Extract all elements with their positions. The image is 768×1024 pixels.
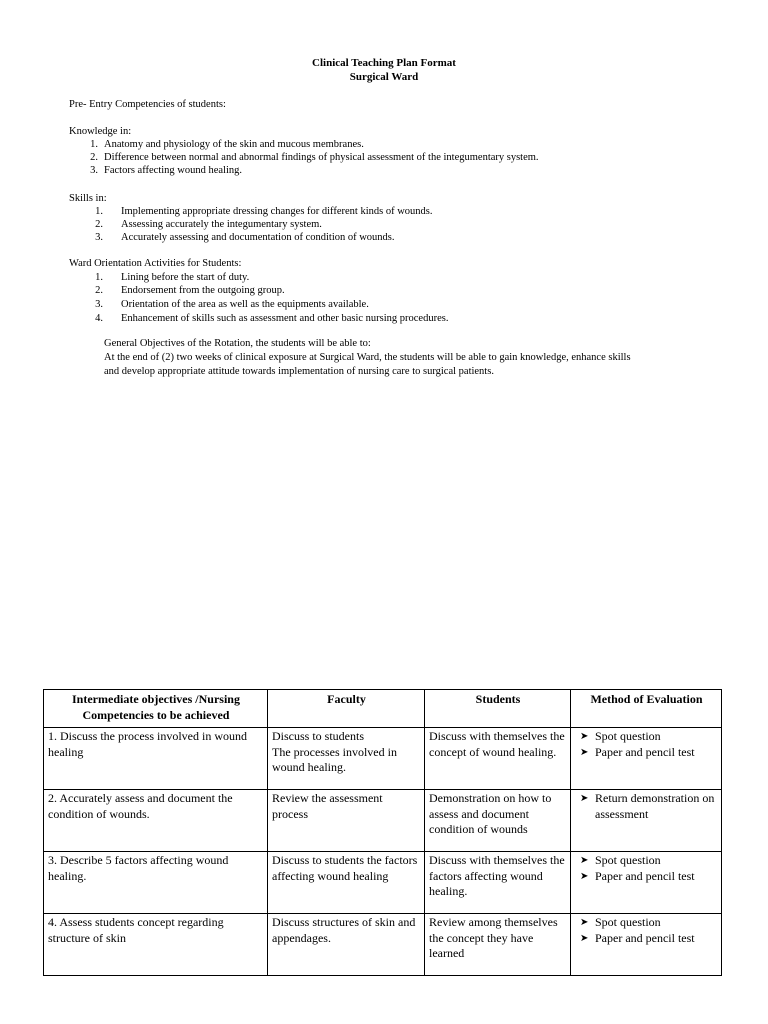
skills-item: Assessing accurately the integumentary system. bbox=[121, 219, 322, 230]
orientation-item: Enhancement of skills such as assessment and other basic nursing procedures. bbox=[121, 313, 449, 324]
objective-cell: 2. Accurately assess and document the condition of wounds. bbox=[44, 790, 268, 852]
faculty-cell bbox=[268, 728, 425, 790]
objective-cell: 1. Discuss the process involved in wound healing bbox=[44, 728, 268, 790]
arrow-bullet-icon: ➤ bbox=[580, 731, 589, 742]
objective-cell: 4. Assess students concept regarding structure of skin bbox=[44, 914, 268, 976]
knowledge-item: Factors affecting wound healing. bbox=[104, 165, 243, 176]
skills-heading: Skills in: bbox=[69, 193, 107, 204]
evaluation-item: ➤ Paper and pencil test bbox=[580, 868, 695, 883]
evaluation-cell bbox=[571, 914, 722, 976]
faculty-cell: Discuss structures of skin and appendages. bbox=[268, 914, 425, 976]
evaluation-item: ➤ Spot question bbox=[580, 853, 661, 867]
students-cell: Demonstration on how to assess and document condition of wounds bbox=[425, 790, 571, 852]
list-number: 3. bbox=[90, 165, 98, 176]
list-number: 2. bbox=[95, 285, 103, 296]
list-number: 2. bbox=[95, 219, 103, 230]
knowledge-item: Anatomy and physiology of the skin and mucous membranes. bbox=[104, 139, 364, 150]
skills-item: Accurately assessing and documentation of condition of wounds. bbox=[121, 232, 395, 243]
table-row bbox=[44, 914, 722, 976]
evaluation-item: ➤ Return demonstration on assessment bbox=[580, 791, 715, 821]
document-title: Clinical Teaching Plan Format bbox=[312, 57, 456, 69]
general-objectives-heading: General Objectives of the Rotation, the students will be able to: bbox=[104, 338, 371, 349]
table-header-row bbox=[44, 690, 722, 728]
evaluation-item: ➤ Paper and pencil test bbox=[580, 744, 695, 759]
orientation-item: Orientation of the area as well as the equipments available. bbox=[121, 299, 369, 310]
evaluation-cell bbox=[571, 852, 722, 914]
column-header-students: Students bbox=[425, 690, 571, 728]
general-objectives-text: At the end of (2) two weeks of clinical exposure at Surgical Ward, the students will be able to gain knowledge, enhance skills bbox=[104, 352, 631, 363]
document-subtitle: Surgical Ward bbox=[349, 71, 419, 83]
knowledge-item: Difference between normal and abnormal findings of physical assessment of the integumentary system. bbox=[104, 152, 539, 163]
evaluation-cell bbox=[571, 790, 722, 852]
orientation-heading: Ward Orientation Activities for Students: bbox=[69, 258, 242, 269]
column-header-faculty: Faculty bbox=[268, 690, 425, 728]
list-number: 3. bbox=[95, 232, 103, 243]
arrow-bullet-icon: ➤ bbox=[580, 870, 589, 882]
evaluation-item: ➤ Paper and pencil test bbox=[580, 930, 695, 945]
list-number: 3. bbox=[95, 299, 103, 310]
table-row bbox=[44, 852, 722, 914]
skills-item: Implementing appropriate dressing changes for different kinds of wounds. bbox=[121, 206, 433, 217]
list-number: 4. bbox=[95, 313, 103, 324]
pre-entry-heading: Pre- Entry Competencies of students: bbox=[69, 99, 226, 110]
list-number: 1. bbox=[90, 139, 98, 150]
column-header-evaluation: Method of Evaluation bbox=[571, 690, 722, 728]
faculty-text: The processes involved in wound healing. bbox=[272, 744, 397, 774]
students-cell: Discuss with themselves the concept of wound healing. bbox=[425, 728, 571, 790]
arrow-bullet-icon: ➤ bbox=[580, 746, 589, 758]
table-row bbox=[44, 728, 722, 790]
orientation-item: Lining before the start of duty. bbox=[121, 272, 250, 283]
orientation-item: Endorsement from the outgoing group. bbox=[121, 285, 285, 296]
general-objectives-text: and develop appropriate attitude towards implementation of nursing care to surgical patients. bbox=[104, 366, 494, 377]
objective-cell: 3. Describe 5 factors affecting wound healing. bbox=[44, 852, 268, 914]
arrow-bullet-icon: ➤ bbox=[580, 855, 589, 866]
knowledge-heading: Knowledge in: bbox=[69, 126, 132, 137]
arrow-bullet-icon: ➤ bbox=[580, 793, 589, 804]
evaluation-item: ➤ Spot question bbox=[580, 915, 661, 929]
table-row bbox=[44, 790, 722, 852]
column-header-objectives: Intermediate objectives /Nursing Competencies to be achieved bbox=[44, 690, 268, 728]
list-number: 1. bbox=[95, 206, 103, 217]
evaluation-cell bbox=[571, 728, 722, 790]
students-cell: Review among themselves the concept they have learned bbox=[425, 914, 571, 976]
faculty-text: Discuss to students bbox=[272, 729, 365, 743]
evaluation-item: ➤ Spot question bbox=[580, 729, 661, 743]
list-number: 2. bbox=[90, 152, 98, 163]
list-number: 1. bbox=[95, 272, 103, 283]
faculty-cell: Discuss to students the factors affecting wound healing bbox=[268, 852, 425, 914]
teaching-plan-table bbox=[43, 689, 722, 976]
arrow-bullet-icon: ➤ bbox=[580, 932, 589, 944]
students-cell: Discuss with themselves the factors affecting wound healing. bbox=[425, 852, 571, 914]
faculty-cell: Review the assessment process bbox=[268, 790, 425, 852]
arrow-bullet-icon: ➤ bbox=[580, 917, 589, 928]
